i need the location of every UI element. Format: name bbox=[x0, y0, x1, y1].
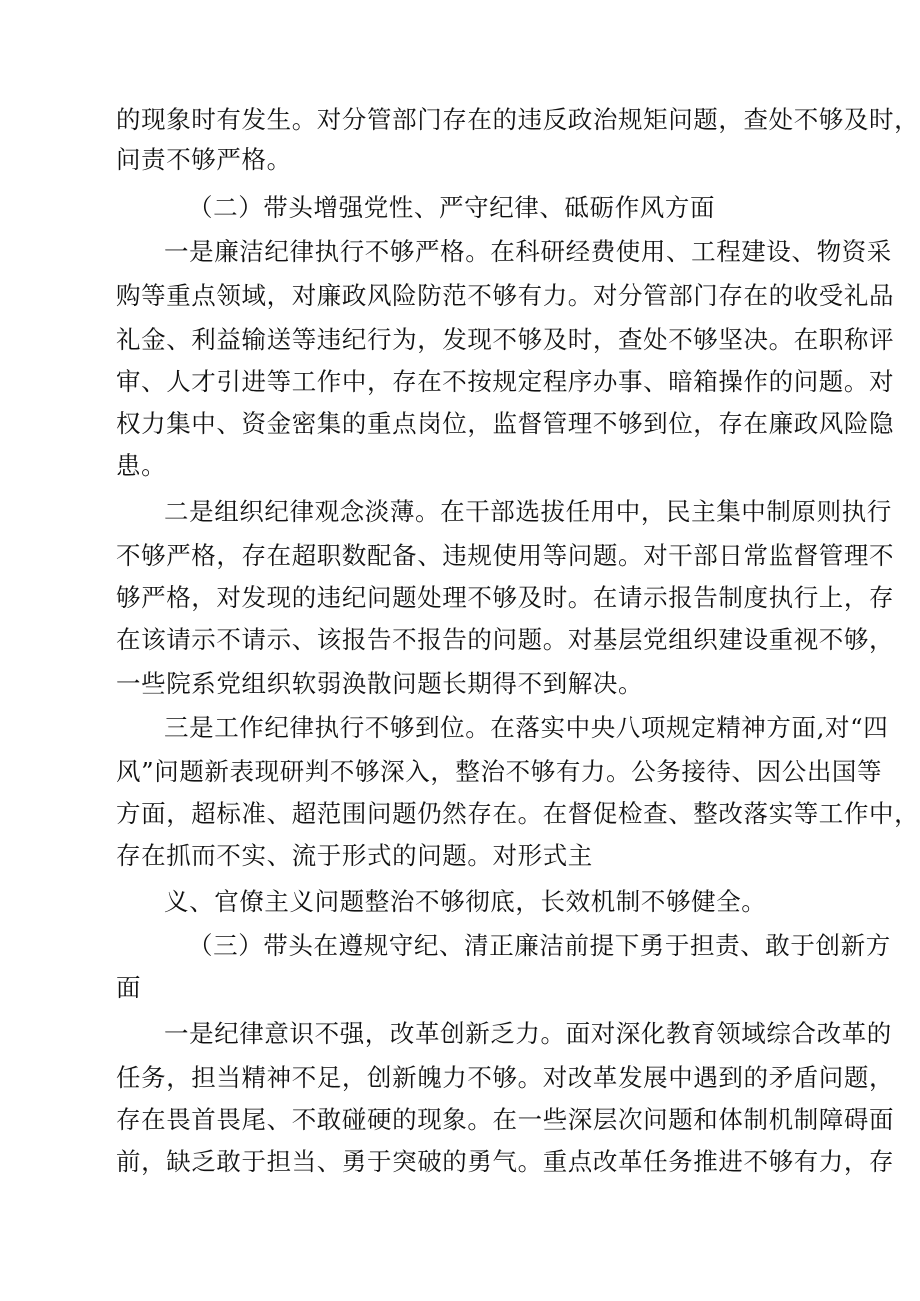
section-heading: （三）带头在遵规守纪、清正廉洁前提下勇于担责、敢于创新方 bbox=[188, 931, 891, 960]
section-heading-continued: 面 bbox=[116, 973, 142, 1002]
section-heading: （二）带头增强党性、严守纪律、砥砺作风方面 bbox=[188, 193, 716, 222]
body-text-line: 任务，担当精神不足，创新魄力不够。对改革发展中遇到的矛盾问题， bbox=[116, 1063, 895, 1092]
body-text-line: 风”问题新表现研判不够深入，整治不够有力。公务接待、因公出国等 bbox=[116, 757, 883, 786]
body-text-line: 问责不够严格。 bbox=[116, 145, 292, 174]
body-text-line: 前，缺乏敢于担当、勇于突破的勇气。重点改革任务推进不够有力，存 bbox=[116, 1147, 895, 1176]
body-text-line: 二是组织纪律观念淡薄。在干部选拔任用中，民主集中制原则执行 bbox=[164, 497, 892, 526]
body-text-line: 一是纪律意识不强，改革创新乏力。面对深化教育领域综合改革的 bbox=[164, 1019, 892, 1048]
body-text-line: 审、人才引进等工作中，存在不按规定程序办事、暗箱操作的问题。对 bbox=[116, 367, 895, 396]
body-text-line: 方面，超标准、超范围问题仍然存在。在督促检查、整改落实等工作中， bbox=[116, 799, 920, 828]
body-text-line: 患。 bbox=[116, 451, 167, 480]
body-text-line: 一些院系党组织软弱涣散问题长期得不到解决。 bbox=[116, 669, 644, 698]
body-text-line: 在该请示不请示、该报告不报告的问题。对基层党组织建设重视不够， bbox=[116, 625, 895, 654]
body-text-line: 购等重点领域，对廉政风险防范不够有力。对分管部门存在的收受礼品 bbox=[116, 281, 895, 310]
body-text-line: 三是工作纪律执行不够到位。在落实中央八项规定精神方面,对“四 bbox=[164, 713, 889, 742]
body-text-line: 够严格，对发现的违纪问题处理不够及时。在请示报告制度执行上，存 bbox=[116, 583, 895, 612]
body-text-line: 一是廉洁纪律执行不够严格。在科研经费使用、工程建设、物资采 bbox=[164, 237, 892, 266]
body-text-line: 的现象时有发生。对分管部门存在的违反政治规矩问题，查处不够及时， bbox=[116, 105, 920, 134]
body-text-line: 不够严格，存在超职数配备、违规使用等问题。对干部日常监督管理不 bbox=[116, 541, 895, 570]
body-text-line: 权力集中、资金密集的重点岗位，监督管理不够到位，存在廉政风险隐 bbox=[116, 409, 895, 438]
body-text-line: 存在畏首畏尾、不敢碰硬的现象。在一些深层次问题和体制机制障碍面 bbox=[116, 1105, 895, 1134]
body-text-line: 礼金、利益输送等违纪行为，发现不够及时，查处不够坚决。在职称评 bbox=[116, 325, 895, 354]
body-text-line: 存在抓而不实、流于形式的问题。对形式主 bbox=[116, 841, 593, 870]
body-text-line: 义、官僚主义问题整治不够彻底，长效机制不够健全。 bbox=[164, 887, 767, 916]
